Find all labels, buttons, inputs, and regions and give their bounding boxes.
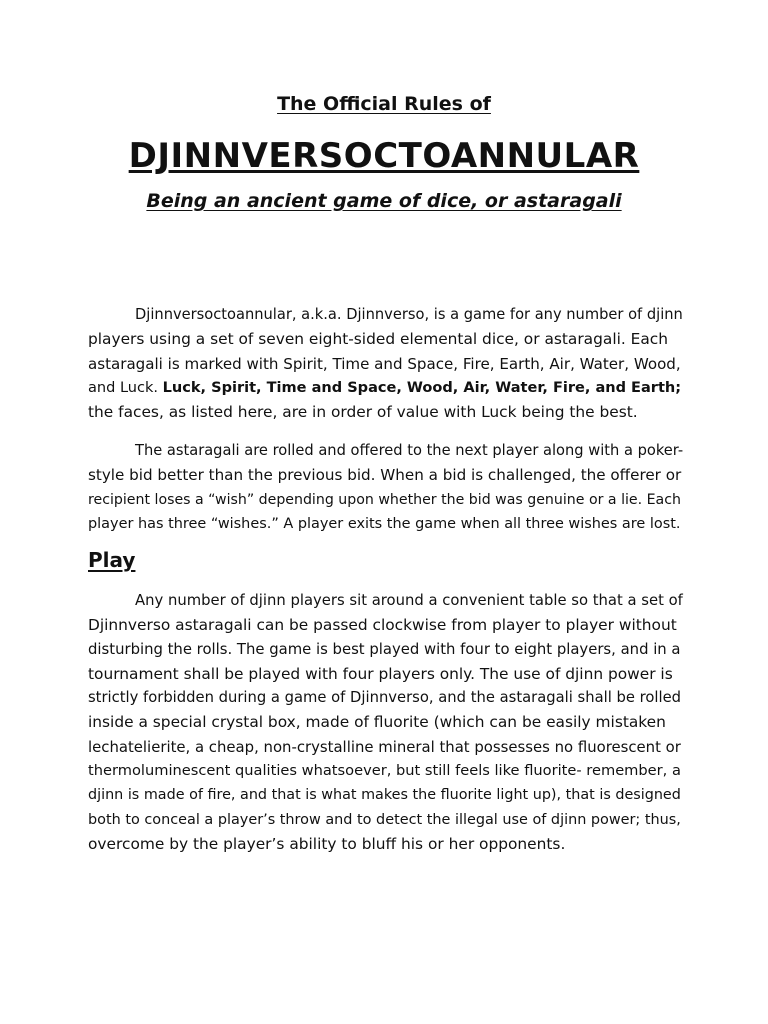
text-line: astaragali is marked with Spirit, Time and Space, Fire, Earth, Air, Water, Wood,	[88, 354, 681, 373]
face-order-bold-text: Luck, Spirit, Time and Space, Wood, Air, Water, Fire, and Earth;	[162, 379, 682, 396]
document-subtitle: Being an ancient game of dice, or astaragali	[146, 190, 622, 212]
section-heading-play: Play	[88, 548, 136, 572]
text-line: Djinnverso astaragali can be passed clockwise from player to player without	[88, 616, 677, 635]
text-line: Djinnversoctoannular, a.k.a. Djinnverso, is a game for any number of djinn	[135, 306, 683, 323]
text-run: and Luck.	[88, 379, 163, 396]
text-line: player has three “wishes.” A player exits the game when all three wishes are lost.	[88, 515, 681, 532]
text-line: thermoluminescent qualities whatsoever, but still feels like fluorite- remember, a	[88, 762, 681, 780]
document-title: DJINNVERSOCTOANNULAR	[128, 136, 640, 176]
text-line: Any number of djinn players sit around a convenient table so that a set of	[135, 592, 683, 609]
text-line: tournament shall be played with four players only. The use of djinn power is	[88, 664, 673, 683]
text-line: strictly forbidden during a game of Djinnverso, and the astaragali shall be rolled	[88, 689, 682, 707]
text-line: The astaragali are rolled and offered to the next player along with a poker-	[135, 442, 684, 459]
text-line: djinn is made of fire, and that is what makes the fluorite light up), that is designed	[88, 787, 681, 804]
text-line: players using a set of seven eight-sided elemental dice, or astaragali. Each	[88, 330, 669, 349]
text-line: lechatelierite, a cheap, non-crystalline mineral that possesses no fluorescent or	[88, 737, 681, 756]
text-line: the faces, as listed here, are in order of value with Luck being the best.	[88, 403, 638, 422]
text-line: both to conceal a player’s throw and to detect the illegal use of djinn power; thus,	[88, 811, 681, 828]
text-line: style bid better than the previous bid. When a bid is challenged, the offerer or	[88, 466, 682, 485]
intro-paragraph-1	[88, 303, 684, 424]
document-pre-title: The Official Rules of	[277, 93, 491, 115]
play-paragraph	[88, 589, 684, 856]
text-line: overcome by the player’s ability to bluff his or her opponents.	[88, 834, 566, 853]
text-line: inside a special crystal box, made of fluorite (which can be easily mistaken	[88, 713, 666, 732]
text-line: disturbing the rolls. The game is best played with four to eight players, and in a	[88, 640, 681, 658]
intro-paragraph-2	[88, 439, 684, 536]
text-line	[88, 376, 684, 400]
text-line: recipient loses a “wish” depending upon whether the bid was genuine or a lie. Each	[88, 491, 681, 508]
